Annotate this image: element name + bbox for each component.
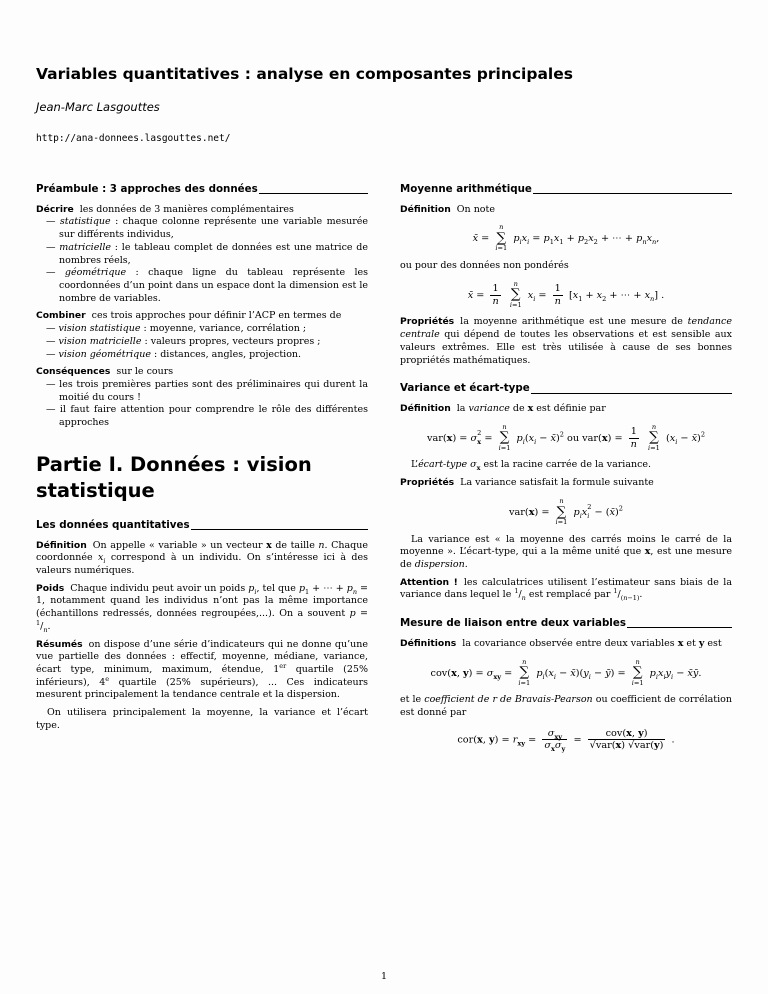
left-column	[36, 183, 368, 759]
paragraph-resumes	[36, 639, 368, 703]
formula-variance-definition: var(x) = σ 2 x = n ∑ i=1 $p_i(x_i$ − x̄)$^2$ ou var(x) = $\frac{1}{n}$ n ∑ i=1 ($x_i$ − x̄)$^2$	[426, 422, 706, 452]
formula-mean-weighted: x̄ = n ∑ i=1 $p_ix_i = p_1x_1 + p_2x_2$ + ⋯ + $p_nx_n$,	[472, 223, 660, 253]
formula-variance-koenig: var(x) = n ∑ i=1 $p_ix$ 2 i − (x̄)$^2$	[509, 496, 623, 526]
formula-covariance: cov(x, $y) = \sigma_{xy}$ = n ∑ i=1 $p_i(x_i$ − $x̄)(y_i$ − ȳ) = n ∑ i=1 $p_ix_iy_i$ − x̄ȳ.	[430, 657, 702, 687]
paragraph-text-definition: On appelle « variable » un vecteur x de taille n. Chaque coordonnée $x_i$ correspond à un individu. On s’intéresse ici à des valeurs numériques.	[36, 539, 368, 576]
section-heading-text: Mesure de liaison entre deux variables	[400, 617, 626, 630]
two-column-layout	[36, 183, 732, 759]
paragraph-attention	[400, 577, 732, 602]
paragraph-non-ponderes: ou pour des données non pondérés	[400, 260, 569, 272]
paragraph-text-proprietes: la moyenne arithmétique est une mesure de tendance centrale qui dépend de toutes les observations et est sensible aux valeurs extrêmes. Elle est très utilisée à cause de ses bonnes propriétés mathématiques.	[400, 316, 732, 366]
part-heading: Partie I. Données : vision statistique	[36, 452, 312, 502]
paragraph-label-definitions: Définitions	[400, 637, 457, 649]
paragraph-variance-definition	[400, 403, 732, 416]
section-heading-text: Variance et écart-type	[400, 382, 530, 395]
section-heading-moyenne	[400, 183, 732, 197]
paragraph-correlation-intro: et le coefficient de r de Bravais-Pearson ou coefficient de corrélation est donné par	[400, 694, 732, 719]
combiner-list	[36, 323, 368, 361]
paragraph-label-poids: Poids	[36, 582, 65, 594]
formula-correlation: cor(x, $y) = r_{xy}$ = $\frac{\sigma_{xy}}{\sigma_x\sigma_y}$ = $\frac{\text{cov(x, y)}}{\text{√var(x) √var(y)}}$ .	[457, 727, 675, 754]
right-column	[400, 183, 732, 759]
paragraph-decrire	[36, 204, 368, 217]
list-item-vision-statistique: — vision statistique : moyenne, variance, corrélation ;	[46, 323, 307, 335]
paragraph-consequences	[36, 366, 368, 379]
paragraph-text-resumes: on dispose d’une série d’indicateurs qui ne donne qu’une vue partielle des données : effectif, moyenne, médiane, variance, écart type, minimum, maximum, étendue, 1er quartile (25% inférieurs), 4e quartile (25% supérieurs), ... Ces indicateurs mesurent principalement la tendance centrale et la dispersion.	[36, 638, 368, 701]
page-title: Variables quantitatives : analyse en composantes principales	[36, 65, 573, 83]
paragraph-text-consequences: sur le cours	[116, 366, 174, 378]
paragraph-text-variance-def: la variance de x est définie par	[456, 403, 606, 415]
section-heading-variance	[400, 382, 732, 396]
paragraph-label-definition: Définition	[400, 403, 451, 415]
paragraph-text-combiner: ces trois approches pour définir l’ACP en termes de	[91, 310, 342, 322]
consequences-list	[36, 379, 368, 430]
section-heading-donnees-quantitatives	[36, 519, 368, 533]
page-number: 1	[380, 971, 388, 983]
paragraph-label-definition: Définition	[36, 539, 87, 551]
list-item-matricielle: — matricielle : le tableau complet de données est une matrice de nombres réels,	[46, 241, 368, 266]
decrire-list	[36, 216, 368, 305]
paragraph-label-proprietes: Propriétés	[400, 316, 455, 328]
list-item-vision-geometrique: — vision géométrique : distances, angles, projection.	[46, 348, 302, 360]
author-name: Jean-Marc Lasgouttes	[36, 99, 160, 114]
paragraph-text-poids: Chaque individu peut avoir un poids $p_i$, tel que $p_1$ + ⋯ + $p_n = 1$, notamment quand les individus n’ont pas la même importance (échantillons redressés, données regroupées,...). On a souvent $p = ^1/_n$.	[36, 582, 369, 634]
paragraph-variance-proprietes	[400, 477, 732, 490]
paragraph-label-consequences: Conséquences	[36, 366, 111, 378]
list-item-attention-approches: — il faut faire attention pour comprendre le rôle des différentes approches	[46, 404, 368, 429]
paragraph-text-covariance: la covariance observée entre deux variables x et y est	[462, 637, 722, 649]
paragraph-label-attention: Attention !	[400, 576, 458, 588]
paragraph-label-proprietes: Propriétés	[400, 477, 455, 489]
paragraph-variance-explication: La variance est « la moyenne des carrés moins le carré de la moyenne ». L’écart-type, qui a la même unité que x, est une mesure de dispersion.	[400, 533, 733, 571]
paragraph-resumes-more: On utilisera principalement la moyenne, la variance et l’écart type.	[36, 707, 368, 731]
formula-mean-unweighted: x̄ = $\frac{1}{n}$ n ∑ i=1 $x_i$ = $\frac{1}{n}$ [$x_1 + x_2$ + ⋯ + $x_n$] .	[467, 279, 665, 309]
paragraph-definition-variable	[36, 540, 368, 578]
list-item-geometrique: — géométrique : chaque ligne du tableau représente les coordonnées d’un point dans un espace dont la dimension est le nombre de variables.	[46, 267, 368, 304]
list-item-statistique: — statistique : chaque colonne représente une variable mesurée sur différents individus,	[46, 216, 368, 241]
section-heading-text: Préambule : 3 approches des données	[36, 182, 258, 195]
paragraph-text-decrire: les données de 3 manières complémentaires	[79, 203, 294, 215]
section-heading-text: Moyenne arithmétique	[400, 182, 532, 195]
paragraph-moyenne-definition	[400, 204, 732, 217]
paragraph-text-attention: les calculatrices utilisent l’estimateur sans biais de la variance dans lequel le $^1/_n$ est remplacé par $^1/_{(n-1)}$.	[400, 576, 733, 603]
paragraph-ecart-type: L’écart-type $\sigma_x$ est la racine carrée de la variance.	[411, 459, 652, 473]
paragraph-text-on-note: On note	[456, 203, 495, 215]
section-heading-text: Les données quantitatives	[36, 518, 190, 531]
list-item-preliminaires: — les trois premières parties sont des préliminaires qui durent la moitié du cours !	[46, 379, 368, 403]
paragraph-liaison-definitions	[400, 638, 732, 651]
list-item-vision-matricielle: — vision matricielle : valeurs propres, vecteurs propres ;	[46, 335, 321, 347]
paragraph-text-variance-prop: La variance satisfait la formule suivante	[460, 477, 654, 489]
paragraph-label-resumes: Résumés	[36, 638, 83, 650]
author-url-link[interactable]: http://ana-donnees.lasgouttes.net/	[36, 133, 231, 145]
paragraph-label-combiner: Combiner	[36, 310, 86, 322]
paragraph-combiner	[36, 310, 368, 323]
section-heading-preambule	[36, 183, 368, 197]
paragraph-label-decrire: Décrire	[36, 203, 74, 215]
section-heading-liaison	[400, 617, 732, 631]
paragraph-poids	[36, 583, 368, 634]
paragraph-label-definition: Définition	[400, 203, 451, 215]
paragraph-moyenne-proprietes	[400, 316, 732, 367]
